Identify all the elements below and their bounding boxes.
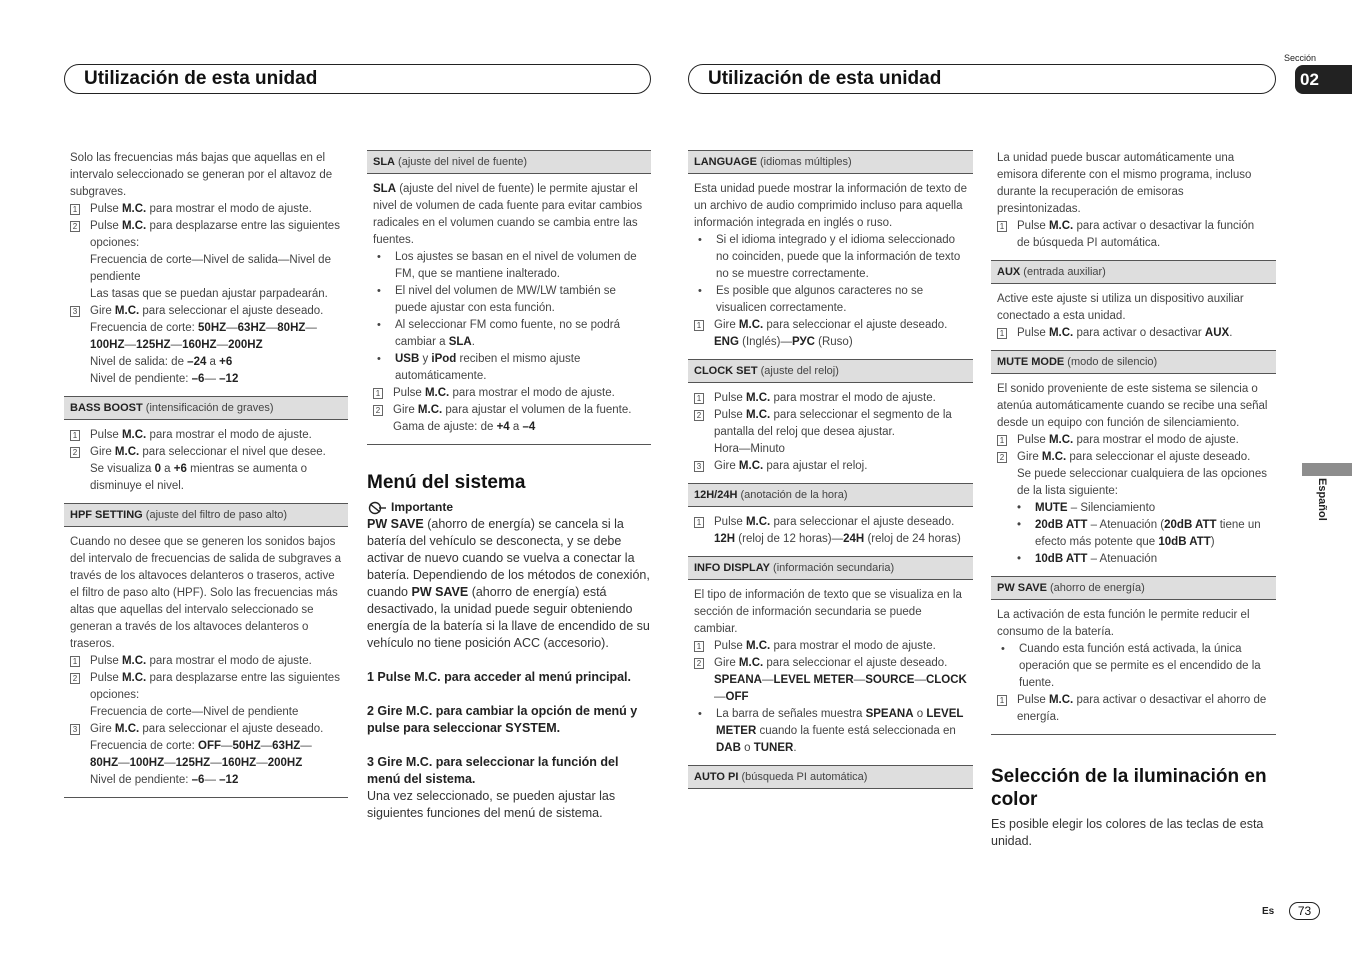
step-number: 1 [997,695,1007,706]
step-detail: Frecuencia de corte—Nivel de salida—Nivel de pendiente [90,254,331,283]
bullet-item: • Al seleccionar FM como fuente, no se podrá cambiar a SLA. [377,319,621,348]
section-heading-info-display: INFO DISPLAY (información secundaria) [688,556,973,580]
step-number: 3 [694,461,704,472]
bullet-item: • Los ajustes se basan en el nivel de volumen de FM, que se mantiene inalterado. [377,251,637,280]
slope-level-range: Nivel de pendiente: –6— –12 [90,774,239,786]
step-number: 1 [373,388,383,399]
auto-pi-intro: La unidad puede buscar automáticamente una emisora diferente con el mismo programa, incluso durante la recuperación de emisoras presintonizadas. [997,152,1252,215]
column-3 [688,150,973,789]
freq-options: Frecuencia de corte: 50HZ—63HZ—80HZ— 100HZ—125HZ—160HZ—200HZ [90,322,317,351]
mute-intro: El sonido proveniente de este sistema se silencia o atenúa automáticamente cuando se recibe una señal desde un equipo con función de silenciamiento. [997,383,1268,429]
subwoofer-intro: Solo las frecuencias más bajas que aquellas en el intervalo seleccionado se generan por el altavoz de subgraves. [70,152,333,198]
step-item: 2 Gire M.C. para ajustar el volumen de la fuente. [367,402,651,419]
step-item: 1 Pulse M.C. para activar o desactivar el ahorro de energía. [991,692,1276,726]
output-level-range: Nivel de salida: de –24 a +6 [90,356,233,368]
step-item: 1 Pulse M.C. para mostrar el modo de ajuste. [64,201,348,218]
step-item: 1 Pulse M.C. para seleccionar el ajuste deseado. [688,514,973,531]
section-heading-sla: SLA (ajuste del nivel de fuente) [367,150,651,174]
step-item: 1 Pulse M.C. para mostrar el modo de ajuste. [64,427,348,444]
column-2 [367,150,651,822]
step-item: 1 Pulse M.C. para mostrar el modo de ajuste. [64,653,348,670]
step-item: 2 Pulse M.C. para seleccionar el segmento de la pantalla del reloj que desea ajustar. [688,407,973,441]
section-label: Sección [1284,53,1317,63]
step-detail: Frecuencia de corte—Nivel de pendiente [90,706,299,718]
page-number: 73 [1289,902,1320,920]
menu-step-2: 2 Gire M.C. para cambiar la opción de menú y pulse para seleccionar SYSTEM. [367,704,638,735]
step-detail: Las tasas que se puedan ajustar parpadearán. [90,288,328,300]
pw-save-intro: La activación de esta función le permite reducir el consumo de la batería. [997,609,1250,638]
important-notice-text: PW SAVE (ahorro de energía) se cancela si la batería del vehículo se desconecta, y se debe activar de nuevo cuando se vuelva a conectar la batería. Dependiendo de los métodos de conexión, cuando PW SAVE (ahorro de energía) está desactivado, la unidad puede seguir obteniendo energía de la batería si la llave de encendido de su vehículo no tiene posición ACC (accesorio). [367,517,650,650]
aux-intro: Active este ajuste si utiliza un dispositivo auxiliar conectado a esta unidad. [997,293,1244,322]
mute-option: • 10dB ATT – Atenuación [1017,553,1158,565]
step-number: 2 [70,447,80,458]
heading-color-illumination: Selección de la iluminación en color [991,766,1267,810]
important-icon [367,501,387,515]
bullet-item: • Cuando esta función está activada, la única operación que se permite es el encendido de la fuente. [1001,643,1261,689]
bullet-item: • La barra de señales muestra SPEANA o LEVEL METER cuando la fuente está seleccionada en DAB o TUNER. [698,708,964,754]
section-heading-clock-set: CLOCK SET (ajuste del reloj) [688,359,973,383]
section-heading-pw-save: PW SAVE (ahorro de energía) [991,576,1276,600]
step-item: 3 Gire M.C. para ajustar el reloj. [688,458,973,475]
step-item: 2 Gire M.C. para seleccionar el ajuste deseado. [991,449,1276,466]
step-number: 2 [997,452,1007,463]
step-item: 1 Pulse M.C. para activar o desactivar AUX. [991,325,1276,342]
step-number: 1 [694,393,704,404]
mute-option: • MUTE – Silenciamiento [1017,502,1156,514]
step-number: 1 [694,320,704,331]
step-number: 1 [997,435,1007,446]
step-number: 2 [70,673,80,684]
info-display-options: SPEANA—LEVEL METER—SOURCE—CLOCK —OFF [714,674,967,703]
step-number: 3 [70,724,80,735]
section-heading-hpf-setting: HPF SETTING (ajuste del filtro de paso alto) [64,503,348,527]
bullet-item: • USB y iPod reciben el mismo ajuste automáticamente. [377,353,581,382]
step-item: 1 Pulse M.C. para mostrar el modo de ajuste. [991,432,1276,449]
header-title-right: Utilización de esta unidad [708,68,942,89]
step-detail: Se puede seleccionar cualquiera de las opciones de la lista siguiente: [1017,468,1267,497]
step-item: 2 Gire M.C. para seleccionar el ajuste deseado. [688,655,973,672]
step-number: 1 [694,517,704,528]
section-heading-language: LANGUAGE (idiomas múltiples) [688,150,973,174]
freq-options: Frecuencia de corte: OFF—50HZ—63HZ— 80HZ—100HZ—125HZ—160HZ—200HZ [90,740,312,769]
step-detail: Gama de ajuste: de +4 a –4 [393,421,536,433]
page-header-right [688,64,1276,94]
color-illumination-text: Es posible elegir los colores de las teclas de esta unidad. [991,817,1264,848]
step-number: 3 [70,306,80,317]
language-tab [1302,463,1352,476]
section-heading-bass-boost: BASS BOOST (intensificación de graves) [64,396,348,420]
step-number: 1 [997,221,1007,232]
bullet-item: • El nivel del volumen de MW/LW también se puede ajustar con esta función. [377,285,616,314]
heading-system-menu: Menú del sistema [367,472,526,493]
step-item: 1 Pulse M.C. para mostrar el modo de ajuste. [367,385,651,402]
menu-step-3-detail: Una vez seleccionado, se pueden ajustar las siguientes funciones del menú de sistema. [367,789,616,820]
step-number: 1 [70,204,80,215]
step-item: 1 Pulse M.C. para mostrar el modo de ajuste. [688,390,973,407]
bullet-item: • Es posible que algunos caracteres no se visualicen correctamente. [698,285,924,314]
bullet-item: • Si el idioma integrado y el idioma seleccionado no coinciden, puede que la información de texto no se muestre correctamente. [698,234,961,280]
step-number: 1 [694,641,704,652]
step-number: 1 [70,656,80,667]
step-detail: Se visualiza 0 a +6 mientras se aumenta o disminuye el nivel. [90,463,308,492]
column-1 [64,150,348,798]
section-heading-12h-24h: 12H/24H (anotación de la hora) [688,483,973,507]
page-header-left [64,64,651,94]
footer-lang-code: Es [1262,906,1275,917]
time-format-options: 12H (reloj de 12 horas)—24H (reloj de 24 horas) [714,533,961,545]
section-number-badge: 02 [1295,65,1352,94]
step-number: 2 [70,221,80,232]
language-label: Español [1316,478,1328,521]
menu-step-1: 1 Pulse M.C. para acceder al menú principal. [367,670,631,684]
step-item: 1 Pulse M.C. para activar o desactivar la función de búsqueda PI automática. [991,218,1276,252]
step-item: 2 Pulse M.C. para desplazarse entre las siguientes opciones: [64,218,348,252]
step-item: 2 Gire M.C. para seleccionar el nivel que desee. [64,444,348,461]
important-notice-title: Importante [367,499,651,516]
step-detail: Hora—Minuto [714,443,785,455]
step-number: 1 [997,328,1007,339]
step-number: 2 [694,410,704,421]
section-heading-aux: AUX (entrada auxiliar) [991,260,1276,284]
section-heading-mute-mode: MUTE MODE (modo de silencio) [991,350,1276,374]
header-title-left: Utilización de esta unidad [84,68,318,89]
step-number: 2 [694,658,704,669]
slope-level-range: Nivel de pendiente: –6— –12 [90,373,239,385]
info-display-intro: El tipo de información de texto que se visualiza en la sección de información secundaria se puede cambiar. [694,589,962,635]
menu-step-3: 3 Gire M.C. para seleccionar la función del menú del sistema. [367,755,619,786]
mute-option: • 20dB ATT – Atenuación (20dB ATT tiene un efecto más potente que 10dB ATT) [1017,519,1261,548]
language-intro: Esta unidad puede mostrar la información de texto de un archivo de audio comprimido incluso para aquella información integrada en inglés o ruso. [694,183,967,229]
language-options: ENG (Inglés)—РУС (Ruso) [714,336,853,348]
step-item: 3 Gire M.C. para seleccionar el ajuste deseado. [64,303,348,320]
column-4 [991,150,1276,850]
step-number: 1 [70,430,80,441]
step-number: 2 [373,405,383,416]
step-item: 2 Pulse M.C. para desplazarse entre las siguientes opciones: [64,670,348,704]
sla-intro: SLA (ajuste del nivel de fuente) le permite ajustar el nivel de volumen de cada fuente para evitar cambios radicales en el volumen cuando se cambia entre las fuentes. [373,183,643,246]
section-rule [64,797,348,798]
step-item: 1 Gire M.C. para seleccionar el ajuste deseado. [688,317,973,334]
step-item: 3 Gire M.C. para seleccionar el ajuste deseado. [64,721,348,738]
hpf-intro: Cuando no desee que se generen los sonidos bajos del intervalo de frecuencias de salida de subgraves a través de los altavoces delanteros o traseros, active el filtro de paso alto (HPF). Solo las frecuencias más altas que aquellas del intervalo seleccionado se generan a través de los altavoces delanteros o traseros. [70,536,342,650]
step-item: 1 Pulse M.C. para mostrar el modo de ajuste. [688,638,973,655]
section-heading-auto-pi: AUTO PI (búsqueda PI automática) [688,765,973,789]
